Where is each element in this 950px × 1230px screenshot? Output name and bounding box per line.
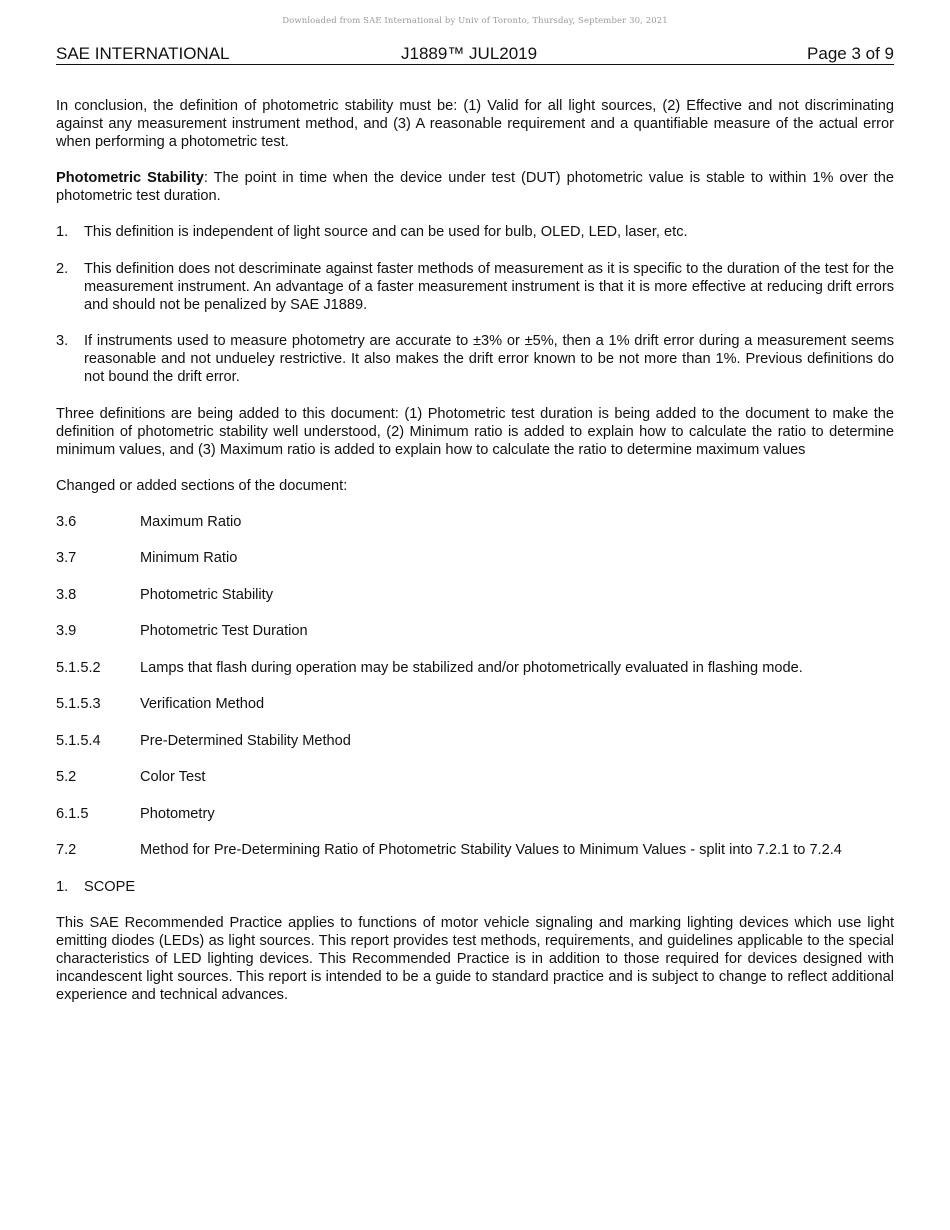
definition-paragraph [56,169,894,205]
list-item-text: If instruments used to measure photometry are accurate to ±3% or ±5%, then a 1% drift error during a measurement seems reasonable and not undueley restrictive. It also makes the drift error known to be not more than 1%. Previous definitions do not bound the drift error. [84,333,894,385]
list-item [56,223,894,241]
section-row [56,659,894,677]
section-title: Color Test [140,769,206,785]
section-row [56,695,894,713]
section-number: 5.1.5.2 [56,659,101,676]
download-watermark: Downloaded from SAE International by Univ of Toronto, Thursday, September 30, 2021 [282,16,668,26]
changed-sections-intro: Changed or added sections of the document: [56,477,348,494]
definition-text: : The point in time when the device under test (DUT) photometric value is stable to within 1% over the photometric test duration. [56,170,894,204]
page-header [56,44,894,65]
list-item-text: This definition is independent of light source and can be used for bulb, OLED, LED, laser, etc. [84,224,688,240]
section-row [56,768,894,786]
section-number: 3.6 [56,513,77,530]
section-title: Verification Method [140,696,265,712]
section-title: Method for Pre-Determining Ratio of Photometric Stability Values to Minimum Values - split into 7.2.1 to 7.2.4 [140,842,842,858]
section-number: 3.7 [56,550,77,566]
scope-paragraph: This SAE Recommended Practice applies to functions of motor vehicle signaling and marking lighting devices which use light emitting diodes (LEDs) as light sources. This report provides test methods, requirements, and guidelines applicable to the special characteristics of LED lighting devices. This Recommended Practice is in addition to those required for devices designed with incandescent light sources. This report is intended to be a guide to standard practice and is subject to change to reflect additional experience and technical advances. [56,915,894,1003]
list-item-text: This definition does not descriminate against faster methods of measurement as it is specific to the duration of the test for the measurement instrument. An advantage of a faster measurement instrument is that it is more effective at reducing drift errors and should not be penalized by SAE J1889. [84,260,894,313]
list-item [56,260,894,314]
section-title: Pre-Determined Stability Method [140,732,351,749]
list-item-number: 1. [56,224,69,240]
section-title: Photometry [140,805,215,822]
section-row [56,732,894,750]
section-number: 5.2 [56,769,77,785]
section-title: Lamps that flash during operation may be stabilized and/or photometrically evaluated in flashing mode. [140,659,803,676]
section-number: 3.8 [56,586,77,603]
section-number: 5.1.5.4 [56,732,101,749]
section-row [56,841,894,859]
section-number: 7.2 [56,842,77,858]
section-title: Minimum Ratio [140,550,238,566]
section-row [56,513,894,531]
section-number: 6.1.5 [56,805,89,822]
conclusion-paragraph: In conclusion, the definition of photometric stability must be: (1) Valid for all light sources, (2) Effective and not discriminating against any measurement instrument method, and (3) A reasonable requirement and a quantifiable measure of the actual error when performing a photometric test. [56,98,894,150]
section-number: 5.1.5.3 [56,696,101,712]
section-number: 3.9 [56,623,77,639]
section-title: Photometric Stability [140,586,274,603]
scope-heading [56,878,894,896]
scope-title: SCOPE [84,878,136,895]
section-row [56,805,894,823]
list-item [56,332,894,386]
header-page-number: Page 3 of 9 [807,44,894,63]
list-item-number: 2. [56,260,69,277]
section-title: Photometric Test Duration [140,623,308,639]
added-definitions-paragraph: Three definitions are being added to this document: (1) Photometric test duration is being added to the document to make the definition of photometric stability well understood, (2) Minimum ratio is added to explain how to calculate the ratio to determine minimum values, and (3) Maximum ratio is added to explain how to calculate the ratio to determine maximum values [56,405,894,458]
list-item-number: 3. [56,333,69,349]
scope-number: 1. [56,878,69,895]
definition-term: Photometric Stability [56,170,204,186]
document-body [56,97,894,1022]
header-organization: SAE INTERNATIONAL [56,44,230,63]
header-document-id: J1889™ JUL2019 [401,44,538,63]
section-row [56,622,894,640]
section-row [56,549,894,567]
section-row [56,586,894,604]
section-title: Maximum Ratio [140,513,242,530]
